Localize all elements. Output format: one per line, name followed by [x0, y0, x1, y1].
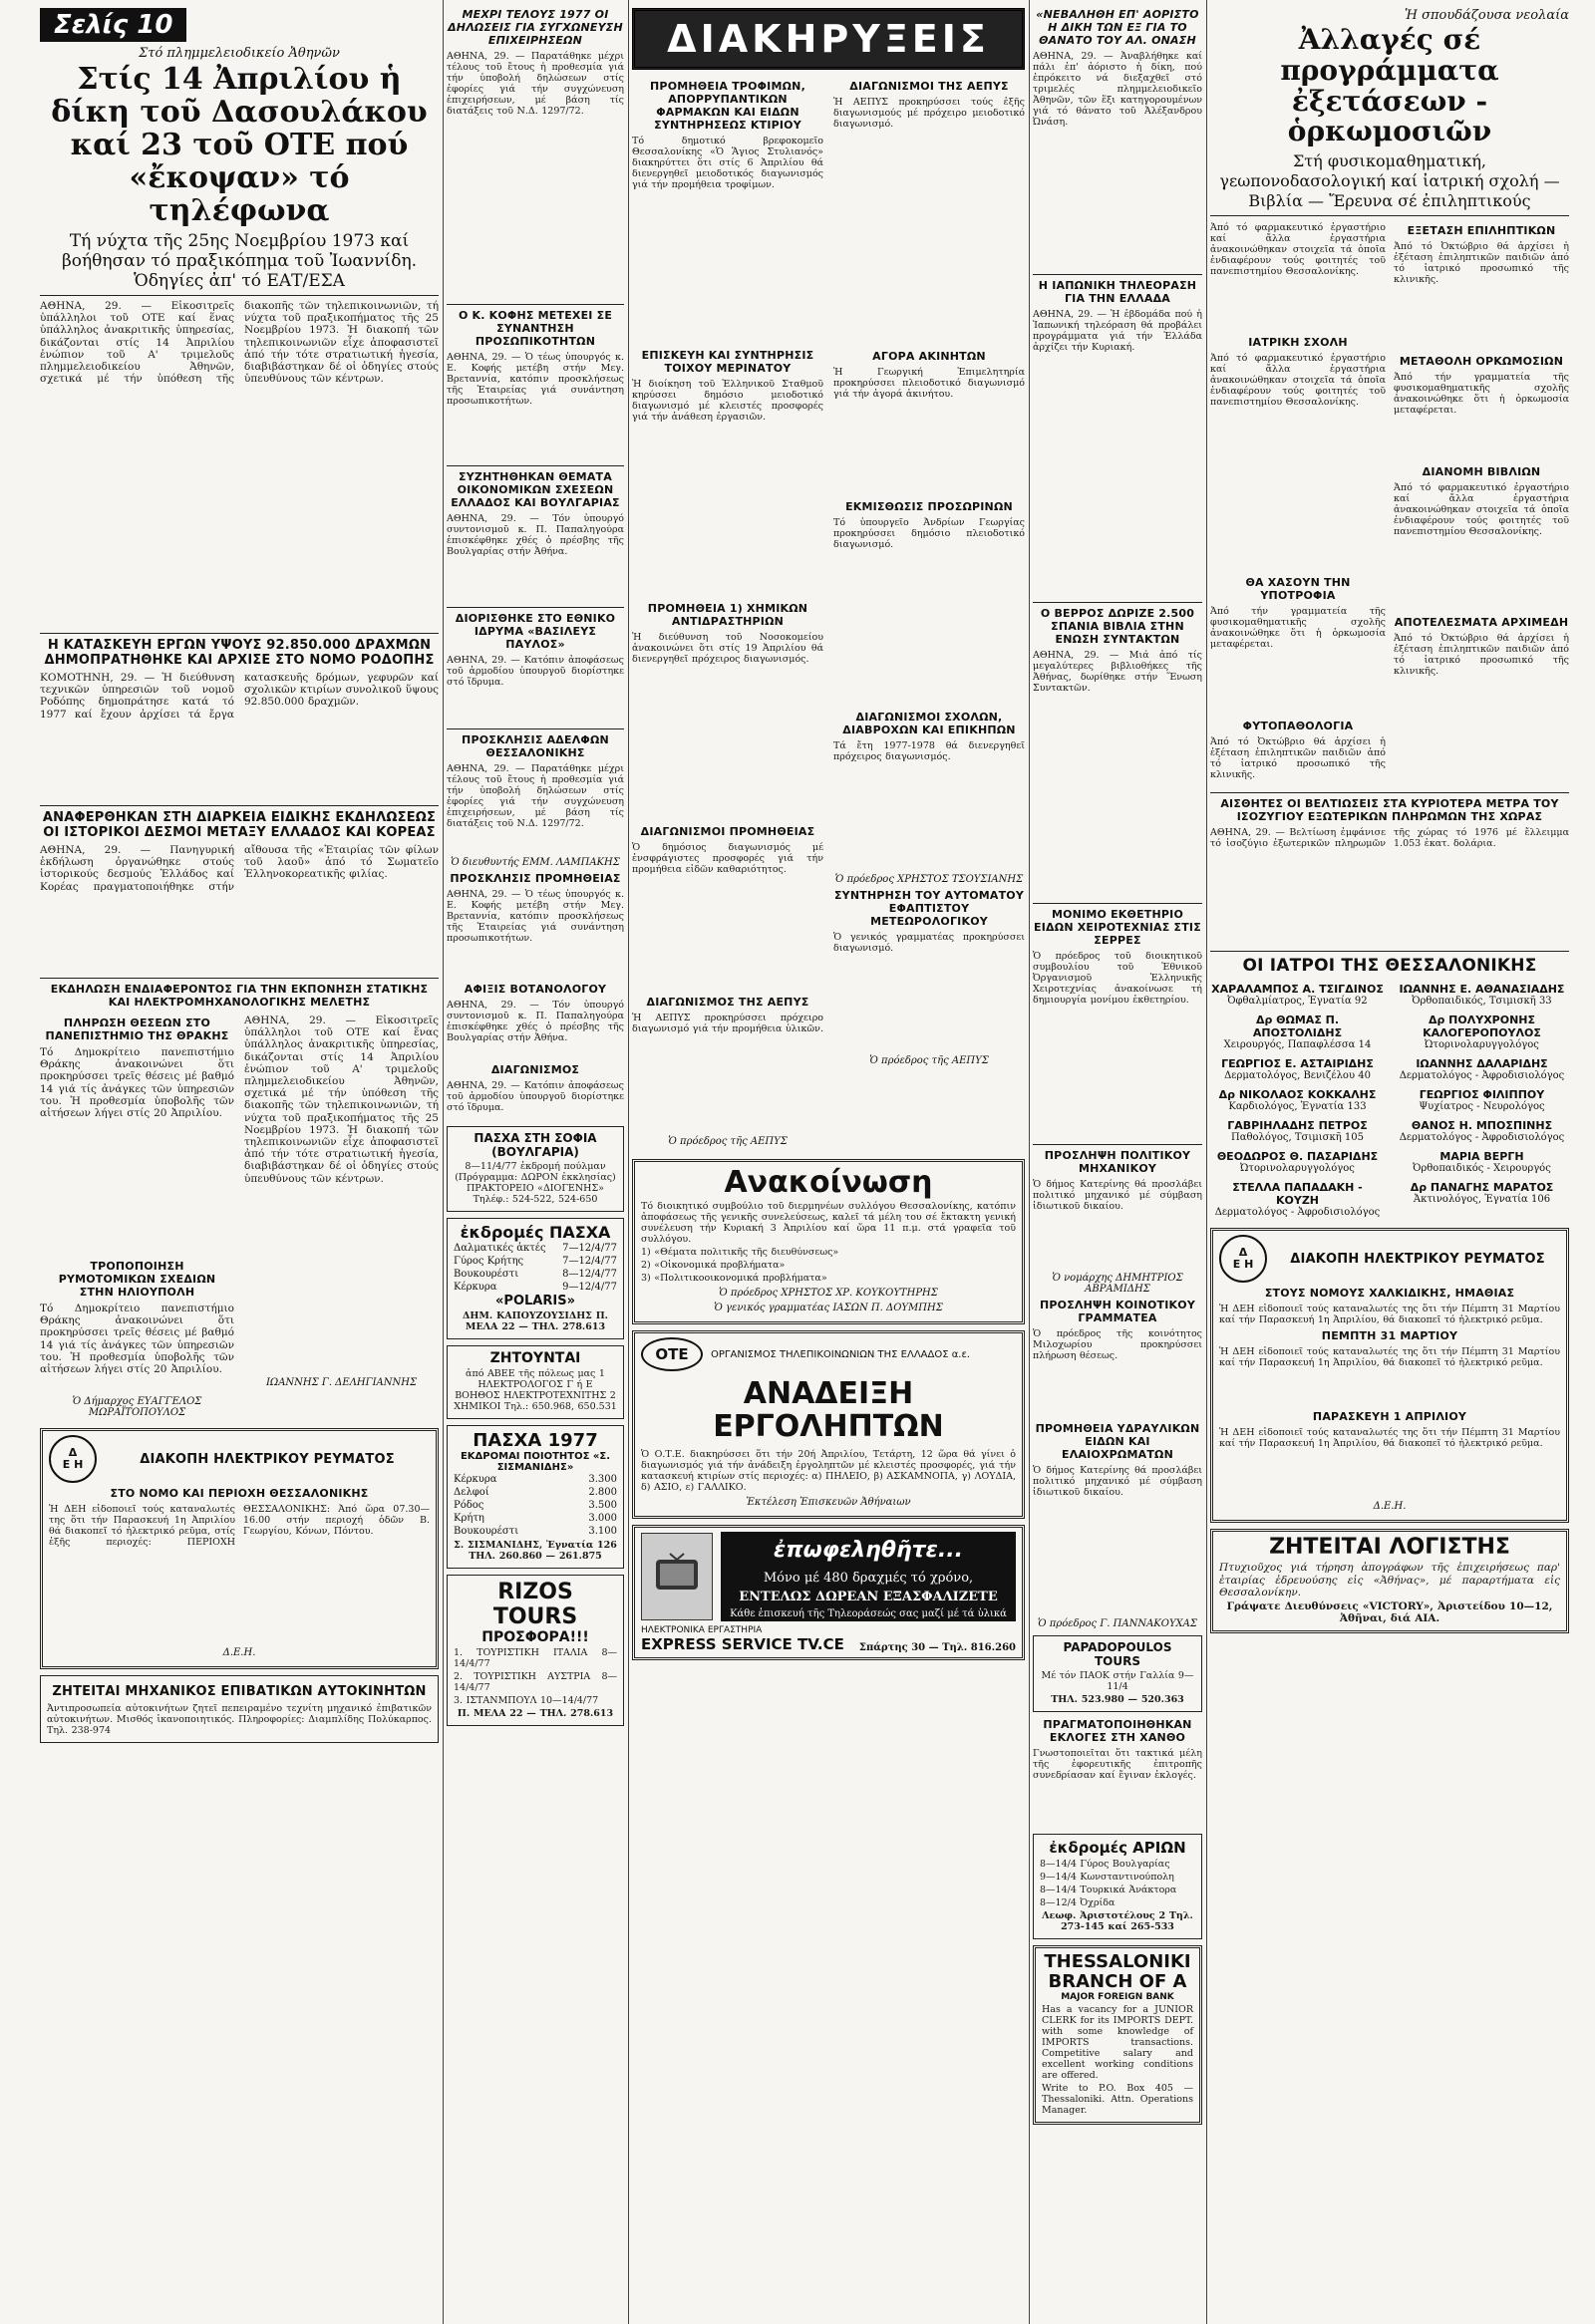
section-title: ΙΑΤΡΙΚΗ ΣΧΟΛΗ — [1248, 336, 1348, 350]
signature: Ὁ γενικός γραμματέας ΙΑΣΩΝ Π. ΔΟΥΜΠΗΣ — [714, 1303, 943, 1313]
article-headline: ΜΕΧΡΙ ΤΕΛΟΥΣ 1977 ΟΙ ΔΗΛΩΣΕΙΣ ΓΙΑ ΣΥΓΧΩΝΕΥΣΗ ΕΠΙΧΕΙΡΗΣΕΩΝ — [448, 8, 623, 47]
list-item: 3. ΙΣΤΑΝΜΠΟΥΛ 10—14/4/77 — [454, 1695, 599, 1706]
article-body: Ὁ δήμος Κατερίνης θά προσλάβει πολιτικό μηχανικό μέ σύμβαση ἰδιωτικοῦ δικαίου. — [1033, 1179, 1202, 1212]
ad-line: Μόνο μέ 480 δραχμές τό χρόνο, — [721, 1569, 1016, 1588]
dei-notice-box — [1210, 1228, 1569, 1523]
main-headline: Στίς 14 Ἀπριλίου ἡ δίκη τοῦ Δασουλάκου καί 23 τοῦ ΟΤΕ πού «ἔκοψαν» τό τηλέφωνα — [51, 62, 428, 228]
article-headline: «ΝΕΒΑΛΗΘΗ ΕΠ' ΑΟΡΙΣΤΟ Η ΔΙΚΗ ΤΩΝ ΕΞ ΓΙΑ ΤΟ ΘΑΝΑΤΟ ΤΟΥ ΑΛ. ΟΝΑΣΗ — [1036, 8, 1199, 47]
ad-body: Ἀντιπροσωπεία αὐτοκινήτων ζητεῖ πεπειραμένο τεχνίτη μηχανικό ἐπιβατικῶν αὐτοκινήτων. Μισθός ἱκανοποιητικός. Πληροφορίες: Διαμπλίδης Πολύκαρπος. Τηλ. 238-974 — [47, 1703, 432, 1736]
article-body: Ὁ πρόεδρος τῆς κοινότητος Μιλοχωρίου προκηρύσσει πλήρωση θέσεως. — [1033, 1328, 1202, 1361]
ad-contact: Π. ΜΕΛΑ 22 — ΤΗΛ. 278.613 — [457, 1708, 614, 1719]
ad-title: ΠΑΣΧΑ 1977 — [473, 1430, 598, 1451]
article-body: Ἀπό τό φαρμακευτικό ἐργαστήριο καί ἄλλα ἐργαστήρια ἀνακοινώθηκαν στοιχεῖα τά ὁποῖα ἐνδιαφέρουν τούς φοιτητές τοῦ πανεπιστημίου Θεσσαλονίκης. — [1210, 222, 1386, 278]
section-title: ΠΡΟΣΚΛΗΣΙΣ ΠΡΟΜΗΘΕΙΑΣ — [450, 872, 621, 885]
signature: Ὁ Δήμαρχος ΕΥΑΓΓΕΛΟΣ ΜΩΡΑΪΤΟΠΟΥΛΟΣ — [72, 1396, 202, 1418]
ote-logo-icon: ΟΤΕ — [641, 1337, 703, 1371]
ad-body: Πτυχιοῦχος γιά τήρηση ἀπογράφων τῆς ἐπιχειρήσεως παρ' ἑταιρίας ἐδρευούσης εἰς «Ἀθήνας», μέ παραρτήματα εἰς Θεσσαλονίκην. — [1219, 1562, 1560, 1598]
list-item: 1) «Θέματα πολιτικῆς τῆς διευθύνσεως» — [641, 1247, 839, 1258]
announcement-box — [632, 1159, 1025, 1324]
article-headline: Ο Κ. ΚΟΦΗΣ ΜΕΤΕΧΕΙ ΣΕ ΣΥΝΑΝΤΗΣΗ ΠΡΟΣΩΠΙΚΟΤΗΤΩΝ — [458, 309, 613, 348]
bank-ad-box — [1033, 1945, 1202, 2125]
ad-body: Μέ τόν ΠΑΟΚ στήν Γαλλία 9—11/4 — [1041, 1670, 1194, 1692]
tender-body: Ἡ διοίκηση τοῦ Ἑλληνικοῦ Σταθμοῦ κηρύσσει δημόσιο μειοδοτικό διαγωνισμό μέ κλειστές προσφορές γιά τήν ἀνάθεση ἐργασιῶν. — [632, 379, 823, 423]
ad-body: 8—11/4/77 ἐκδρομή πούλμαν (Πρόγραμμα: ΔΩΡΟΝ ἐκκλησίας) ΠΡΑΚΤΟΡΕΙΟ «ΔΙΟΓΕΝΗΣ» Τηλέφ.: 524-522, 524-650 — [455, 1161, 616, 1205]
tender-title: ΕΚΜΙΣΘΩΣΙΣ ΠΡΟΣΩΡΙΝΩΝ — [845, 500, 1013, 513]
ad-line: ΕΝΤΕΛΩΣ ΔΩΡΕΑΝ ΕΞΑΣΦΑΛΙΖΕΤΕ — [721, 1588, 1016, 1606]
notice-body: Ἡ ΔΕΗ εἰδοποιεῖ τούς καταναλωτές της ὅτι τήν Πέμπτη 31 Μαρτίου καί τήν Παρασκευή 1η Ἀπριλίου, θά διακοπεῖ τό ἠλεκτρικό ρεῦμα. — [1219, 1427, 1560, 1450]
ad-line: Κάθε ἐπισκευή τῆς Τηλεοράσεώς σας μαζί μέ τά ὑλικά — [721, 1606, 1016, 1621]
doctors-directory-title: ΟΙ ΙΑΤΡΟΙ ΤΗΣ ΘΕΣΣΑΛΟΝΙΚΗΣ — [1242, 956, 1537, 977]
list-item: ΘΕΟΔΩΡΟΣ Θ. ΠΑΣΑΡΙΔΗΣ Ὠτορινολαρυγγολόγος — [1216, 1150, 1379, 1175]
article-body: Ἀπό τό Ὀκτώβριο θά ἀρχίσει ἡ ἐξέταση ἐπιληπτικῶν παιδιῶν ἀπό τό ἰατρικό προσωπικό τῆς κλινικῆς. — [1210, 736, 1386, 781]
column-rule — [628, 0, 629, 2324]
list-item: ΙΩΑΝΝΗΣ ΔΑΛΑΡΙΔΗΣ Δερματολόγος - Ἀφροδισιολόγος — [1399, 1057, 1565, 1082]
ad-title: ΖΗΤΟΥΝΤΑΙ — [489, 1350, 581, 1366]
announcement-title: Ανακοίνωση — [724, 1165, 933, 1200]
ad-subtitle: MAJOR FOREIGN BANK — [1061, 1992, 1174, 2002]
ad-contact: Γράψατε Διευθύνσεις «VICTORY», Ἀριστείδου 10—12, Ἀθῆναι, διά ΑΙΑ. — [1226, 1599, 1553, 1625]
easter-rows — [454, 1242, 617, 1294]
article-body: ΑΘΗΝΑ, 29. — Ἀναβλήθηκε καί πάλι ἐπ' ἀόριστο ἡ δίκη, πού ἐπρόκειτο νά διεξαχθεῖ στό τριμελές πλημμελειοδικεῖο Ἀθηνῶν, τῶν ἕξι κατηγορουμένων γιά τό θάνατο τοῦ Ἀλέξανδρου Ὠνάση. — [1033, 51, 1202, 128]
company-name: EXPRESS SERVICE TV.CE — [641, 1635, 844, 1653]
page-number-logo: Σελίς 10 — [40, 8, 439, 42]
ad-contact: ΤΗΛ. 523.980 — 520.363 — [1051, 1694, 1184, 1705]
list-item: Δρ ΘΩΜΑΣ Π. ΑΠΟΣΤΟΛΙΔΗΣ Χειρουργός, Παπαφλέσσα 14 — [1223, 1014, 1372, 1051]
list-item: Κέρκυρα 9—12/4/77 — [454, 1282, 617, 1293]
column-rule — [1206, 0, 1207, 2324]
list-item: Δαλματικές ἀκτές 7—12/4/77 — [454, 1243, 617, 1254]
signature: Ὁ πρόεδρος τῆς ΑΕΠΥΣ — [869, 1055, 989, 1066]
article-body: ΑΘΗΝΑ, 29. — Κατόπιν ἀποφάσεως τοῦ ἁρμοδίου ὑπουργοῦ διορίστηκε στό ἵδρυμα. — [447, 1080, 624, 1113]
tender-title: ΔΙΑΓΩΝΙΣΜΟΙ ΠΡΟΜΗΘΕΙΑΣ — [640, 825, 815, 838]
ad-subtitle: ΠΡΟΣΦΟΡΑ!!! — [481, 1629, 589, 1645]
article-headline: ΑΝΑΦΕΡΘΗΚΑΝ ΣΤΗ ΔΙΑΡΚΕΙΑ ΕΙΔΙΚΗΣ ΕΚΔΗΛΩΣΕΩΣ ΟΙ ΙΣΤΟΡΙΚΟΙ ΔΕΣΜΟΙ ΜΕΤΑΞΥ ΕΛΛΑΔΟΣ ΚΑΙ ΚΟΡΕΑΣ — [42, 810, 437, 840]
article-headline: Η ΙΑΠΩΝΙΚΗ ΤΗΛΕΟΡΑΣΗ ΓΙΑ ΤΗΝ ΕΛΛΑΔΑ — [1038, 279, 1197, 305]
tender-body: Τό ὑπουργεῖο Ἀνδρίων Γεωργίας προκηρύσσει δημόσιο πλειοδοτικό διαγωνισμό. — [833, 517, 1025, 550]
list-item: ΧΑΡΑΛΑΜΠΟΣ Α. ΤΣΙΓΔΙΝΟΣ Ὀφθαλμίατρος, Ἐγνατία 92 — [1211, 983, 1384, 1008]
list-item: Βουκουρέστι 8—12/4/77 — [454, 1269, 617, 1280]
tender-title: ΔΙΑΓΩΝΙΣΜΟΙ ΤΗΣ ΑΕΠΥΣ — [849, 80, 1009, 93]
main-subheadline: Στή φυσικομαθηματική, γεωπονοδασολογική καί ἰατρική σχολή — Βιβλία — Ἔρευνα σέ ἐπιληπτικούς — [1219, 151, 1560, 211]
section-title: ΘΑ ΧΑΣΟΥΝ ΤΗΝ ΥΠΟΤΡΟΦΙΑ — [1245, 576, 1351, 603]
ad-title: ΖΗΤΕΙΤΑΙ ΛΟΓΙΣΤΗΣ — [1269, 1535, 1510, 1561]
list-item: Γύρος Κρήτης 7—12/4/77 — [454, 1256, 617, 1267]
notice-day: ΠΕΜΠΤΗ 31 ΜΑΡΤΙΟΥ — [1321, 1329, 1458, 1343]
article-body: ΑΘΗΝΑ, 29. — Τόν ὑπουργό συντονισμοῦ κ. Π. Παπαληγούρα ἐπισκέφθηκε χθές ὁ πρέσβης τῆς Βουλγαρίας στήν Ἀθήνα. — [447, 1000, 624, 1043]
signature: Ὁ πρόεδρος ΧΡΗΣΤΟΣ ΤΣΟΥΣΙΑΝΗΣ — [834, 874, 1024, 885]
tenders-right — [833, 76, 1025, 1151]
papadopoulos-ad-box — [1033, 1635, 1202, 1712]
article-headline: Η ΚΑΤΑΣΚΕΥΗ ΕΡΓΩΝ ΥΨΟΥΣ 92.850.000 ΔΡΑΧΜΩΝ ΔΗΜΟΠΡΑΤΗΘΗΚΕ ΚΑΙ ΑΡΧΙΣΕ ΣΤΟ ΝΟΜΟ ΡΟΔΟΠΗΣ — [44, 638, 435, 668]
tender-title: ΣΥΝΤΗΡΗΣΗ ΤΟΥ ΑΥΤΟΜΑΤΟΥ ΕΦΑΠΤΙΣΤΟΥ ΜΕΤΕΩΡΟΛΟΓΙΚΟΥ — [833, 889, 1025, 928]
notice-body: Ἡ ΔΕΗ εἰδοποιεῖ τούς καταναλωτές της ὅτι τήν Παρασκευή 1η Ἀπριλίου θά διακοπεῖ τό ἠλεκτρικό ρεῦμα, στίς ἑξῆς περιοχές: ΠΕΡΙΟΧΗ ΘΕΣΣΑΛΟΝΙΚΗΣ: Ἀπό ὥρα 07.30—16.00 στήν περιοχή ὁδῶν Β. Γεωργίου, Κόνων, Πόντου. — [49, 1504, 430, 1548]
accountant-ad-box — [1210, 1529, 1569, 1633]
tv-illustration-icon — [641, 1533, 713, 1620]
list-item: 1. ΤΟΥΡΙΣΤΙΚΗ ΙΤΑΛΙΑ 8—14/4/77 — [454, 1647, 617, 1669]
signature: Δ.Ε.Η. — [1373, 1501, 1407, 1513]
list-item: Ρόδος 3.500 — [454, 1500, 617, 1511]
list-item: Δελφοί 2.800 — [454, 1487, 617, 1498]
ad-contact: Σπάρτης 30 — Τηλ. 816.260 — [858, 1642, 1016, 1653]
signature: ΙΩΑΝΝΗΣ Γ. ΔΕΛΗΓΙΑΝΝΗΣ — [265, 1377, 418, 1388]
article-body: ΚΟΜΟΤΗΝΗ, 29. — Ἡ διεύθυνση τεχνικῶν ὑπηρεσιῶν τοῦ νομοῦ Ροδόπης δημοπράτησε κατά τό 1977 καί ἔχουν ἀρχίσει τά ἔργα κατασκευῆς δρόμων, γεφυρῶν καί σχολικῶν κτιρίων συνολικοῦ ὕψους 92.850.000 δραχμῶν. — [40, 672, 439, 721]
list-item: ΓΕΩΡΓΙΟΣ Ε. ΑΣΤΑΙΡΙΔΗΣ Δερματολόγος, Βενιζέλου 40 — [1221, 1057, 1374, 1082]
section-title: ΑΦΙΞΙΣ ΒΟΤΑΝΟΛΟΓΟΥ — [464, 983, 607, 996]
article-body: Ἀπό τό φαρμακευτικό ἐργαστήριο καί ἄλλα ἐργαστήρια ἀνακοινώθηκαν στοιχεῖα τά ὁποῖα ἐνδιαφέρουν τούς φοιτητές τοῦ πανεπιστημίου Θεσσαλονίκης. — [1210, 353, 1386, 409]
column-1 — [40, 0, 439, 2324]
notice-body: Ἡ ΔΕΗ εἰδοποιεῖ τούς καταναλωτές της ὅτι τήν Πέμπτη 31 Μαρτίου καί τήν Παρασκευή 1η Ἀπριλίου, θά διακοπεῖ τό ἠλεκτρικό ρεῦμα. — [1219, 1304, 1560, 1326]
section-title: ΠΡΟΣΛΗΨΗ ΠΟΛΙΤΙΚΟΥ ΜΗΧΑΝΙΚΟΥ — [1044, 1149, 1191, 1175]
list-item: 2) «Οἰκονομικά προβλήματα» — [641, 1260, 786, 1271]
section-title: ΠΡΟΣΛΗΨΗ ΚΟΙΝΟΤΙΚΟΥ ΓΡΑΜΜΑΤΕΑ — [1040, 1299, 1195, 1324]
column-rule — [1029, 0, 1030, 2324]
company-label: ΗΛΕΚΤΡΟΝΙΚΑ ΕΡΓΑΣΤΗΡΙΑ — [641, 1625, 763, 1635]
section-title: ΔΙΑΝΟΜΗ ΒΙΒΛΙΩΝ — [1422, 465, 1541, 479]
tender-body: Ὁ γενικός γραμματέας προκηρύσσει διαγωνισμό. — [833, 932, 1025, 954]
main-article-body: ΑΘΗΝΑ, 29. — Εἰκοσιτρεῖς ὑπάλληλοι τοῦ ΟΤΕ καί ἕνας ὑπάλληλος ἀνακριτικῆς ὑπηρεσίας, δικάζονται στίς 14 Ἀπριλίου ἐνώπιον τοῦ Α' τριμελοῦς πλημμελειοδικείου Ἀθηνῶν, σχετικά μέ τήν ὑπόθεση τῆς διακοπῆς τῶν τηλεπικοινωνιῶν, τή νύχτα τοῦ πραξικοπήματος τῆς 25 Νοεμβρίου 1973. Ἡ διακοπή τῶν τηλεπικοινωνιῶν εἶχε ἀποφασιστεῖ ἀπό τήν τότε στρατιωτική ἡγεσία, διαβιβάστηκαν δέ οἱ ὁδηγίες στούς ὑπευθύνους τῶν κέντρων. — [40, 300, 439, 386]
ad-subtitle: ΕΚΔΡΟΜΑΙ ΠΟΙΟΤΗΤΟΣ «Σ. ΣΙΣΜΑΝΙΔΗΣ» — [460, 1451, 611, 1473]
ad-title: RIZOS TOURS — [492, 1580, 578, 1629]
column-2 — [447, 0, 624, 2324]
article-body: Τό Δημοκρίτειο πανεπιστήμιο Θράκης ἀνακοινώνει ὅτι προκηρύσσει τρεῖς θέσεις μέ βαθμό 14 γιά τίς ἀνάγκες τῶν ὑπηρεσιῶν του. Ἡ προθεσμία ὑποβολῆς τῶν αἰτήσεων λήγει στίς 20 Ἀπριλίου. — [40, 1046, 234, 1120]
ad-title: ἐπωφεληθῆτε... — [721, 1532, 1016, 1569]
article-body: Ἀπό τό φαρμακευτικό ἐργαστήριο καί ἄλλα ἐργαστήρια ἀνακοινώθηκαν στοιχεῖα τά ὁποῖα ἐνδιαφέρουν τούς φοιτητές τοῦ πανεπιστημίου Θεσσαλονίκης. — [1394, 482, 1569, 538]
signature: Ὁ πρόεδρος τῆς ΑΕΠΥΣ — [668, 1136, 788, 1147]
list-item: ΘΑΝΟΣ Η. ΜΠΟΣΠΙΝΗΣ Δερματολόγος - Ἀφροδισιολόγος — [1399, 1119, 1565, 1144]
article-body: ΑΘΗΝΑ, 29. — Κατόπιν ἀποφάσεως τοῦ ἁρμοδίου ὑπουργοῦ διορίστηκε στό ἵδρυμα. — [447, 655, 624, 688]
ote-notice-box — [632, 1330, 1025, 1519]
ad-body: ἀπό ΑΒΕΕ τῆς πόλεως μας 1 ΗΛΕΚΤΡΟΛΟΓΟΣ Γ ή Ε ΒΟΗΘΟΣ ΗΛΕΚΤΡΟΤΕΧΝΙΤΗΣ 2 ΧΗΜΙΚΟΙ Τηλ.: 650.968, 650.531 — [454, 1368, 617, 1412]
ad-contact: Σ. ΣΙΣΜΑΝΙΔΗΣ, Ἐγνατία 126 ΤΗΛ. 260.860 — 261.875 — [454, 1540, 617, 1562]
wanted-ad-box — [447, 1345, 624, 1419]
list-item: Δρ ΝΙΚΟΛΑΟΣ ΚΟΚΚΑΛΗΣ Καρδιολόγος, Ἐγνατία 133 — [1218, 1088, 1377, 1113]
tenders-left — [632, 76, 823, 1151]
notice-title: ΔΙΑΚΟΠΗ ΗΛΕΚΤΡΙΚΟΥ ΡΕΥΜΑΤΟΣ — [140, 1451, 395, 1467]
ad-title: ἐκδρομές ΠΑΣΧΑ — [460, 1223, 611, 1242]
list-item: Βουκουρέστι 3.100 — [454, 1526, 617, 1537]
rizos-ad-box — [447, 1575, 624, 1726]
article-body: Ἀπό τό Ὀκτώβριο θά ἀρχίσει ἡ ἐξέταση ἐπιληπτικῶν παιδιῶν ἀπό τό ἰατρικό προσωπικό τῆς κλινικῆς. — [1394, 633, 1569, 678]
list-item: 9—14/4 Κωνσταντινούπολη — [1040, 1872, 1174, 1883]
article-body: ΑΘΗΝΑ, 29. — Παρατάθηκε μέχρι τέλους τοῦ ἔτους ἡ προθεσμία γιά τήν ὑποβολή δηλώσεων στίς ἐφορίες γιά τήν συγχώνευση ἐπιχειρήσεων, μέ βάση τίς διατάξεις τοῦ Ν.Δ. 1297/72. — [447, 51, 624, 117]
arion-ad-box — [1033, 1834, 1202, 1939]
tender-body: Ἡ διεύθυνση τοῦ Νοσοκομείου ἀνακοινώνει ὅτι στίς 19 Ἀπριλίου θά διενεργηθεῖ πρόχειρος διαγωνισμός. — [632, 632, 823, 665]
doctors-directory — [1210, 980, 1569, 1222]
article-headline: ΜΟΝΙΜΟ ΕΚΘΕΤΗΡΙΟ ΕΙΔΩΝ ΧΕΙΡΟΤΕΧΝΙΑΣ ΣΤΙΣ ΣΕΡΡΕΣ — [1034, 908, 1201, 947]
notice-day: ΠΑΡΑΣΚΕΥΗ 1 ΑΠΡΙΛΙΟΥ — [1312, 1410, 1467, 1424]
article-body: Ἀπό τήν γραμματεία τῆς φυσικομαθηματικῆς σχολῆς ἀνακοινώθηκε ὅτι ἡ ὁρκωμοσία μεταφέρεται. — [1394, 372, 1569, 417]
tender-body: Ἡ ΑΕΠΥΣ προκηρύσσει τούς ἑξῆς διαγωνισμούς μέ πρόχειρο μειοδοτικό διαγωνισμό. — [833, 97, 1025, 130]
tender-title: ΔΙΑΓΩΝΙΣΜΟΣ ΤΗΣ ΑΕΠΥΣ — [646, 996, 809, 1009]
tender-title: ΔΙΑΓΩΝΙΣΜΟΙ ΣΧΟΛΩΝ, ΔΙΑΒΡΟΧΩΝ ΚΑΙ ΕΠΙΚΗΠΩΝ — [842, 711, 1016, 736]
signature: Ὁ νομάρχης ΔΗΜΗΤΡΙΟΣ ΑΒΡΑΜΙΔΗΣ — [1052, 1273, 1183, 1295]
signature: Δ.Ε.Η. — [222, 1647, 256, 1658]
column-5 — [1210, 0, 1569, 2324]
dei-logo-icon: Δ Ε Η — [1219, 1235, 1267, 1283]
article-body: ΑΘΗΝΑ, 29. — Βελτίωση ἐμφάνισε τό ἰσοζύγιο ἐξωτερικῶν πληρωμῶν τῆς χώρας τό 1976 μέ ἔλλειμμα 1.053 ἑκατ. δολάρια. — [1210, 827, 1569, 850]
tender-body: Τά ἔτη 1977-1978 θά διενεργηθεῖ πρόχειρος διαγωνισμός. — [833, 740, 1025, 762]
signature: Ἐκτέλεση Ἐπισκευῶν Ἀθήναιων — [746, 1497, 911, 1508]
article-body: ΑΘΗΝΑ, 29. — Ὁ τέως ὑπουργός κ. Ε. Κοφής μετέβη στήν Μεγ. Βρεταννία, κατόπιν προσκλήσεως τῆς Ἑταιρείας γιά συνάντηση προσωπικοτήτων. — [447, 889, 624, 944]
list-item: ΣΤΕΛΛΑ ΠΑΠΑΔΑΚΗ - ΚΟΥΖΗ Δερματολόγος - Ἀφροδισιολόγος — [1214, 1181, 1381, 1219]
polaris-ad-box — [447, 1218, 624, 1339]
list-item: ΙΩΑΝΝΗΣ Ε. ΑΘΑΝΑΣΙΑΔΗΣ Ὀρθοπαιδικός, Τσιμισκῆ 33 — [1399, 983, 1565, 1008]
ad-contact: Λεωφ. Ἀριστοτέλους 2 Τηλ. 273-145 καί 265-533 — [1042, 1910, 1193, 1932]
tv-service-ad-box — [632, 1525, 1025, 1660]
article-body: Ἀπό τήν γραμματεία τῆς φυσικομαθηματικῆς σχολῆς ἀνακοινώθηκε ὅτι ἡ ὁρκωμοσία μεταφέρεται. — [1210, 606, 1386, 651]
column-3 — [632, 0, 1025, 2324]
article-body: ΑΘΗΝΑ, 29. — Παρατάθηκε μέχρι τέλους τοῦ ἔτους ἡ προθεσμία γιά τήν ὑποβολή δηλώσεων στίς ἐφορίες γιά τήν συγχώνευση ἐπιχειρήσεων, μέ βάση τίς διατάξεις τοῦ Ν.Δ. 1297/72. — [447, 763, 624, 829]
list-item: 8—14/4 Γύρος Βουλγαρίας — [1040, 1859, 1170, 1870]
article-body: Ὁ πρόεδρος τοῦ διοικητικοῦ συμβουλίου τοῦ Ἐθνικοῦ Ὀργανισμοῦ Ἑλληνικῆς Χειροτεχνίας ἀνακοίνωσε τή δημιουργία μονίμου ἐκθετηρίου. — [1033, 951, 1202, 1006]
organization-name: ΟΡΓΑΝΙΣΜΟΣ ΤΗΛΕΠΙΚΟΙΝΩΝΙΩΝ ΤΗΣ ΕΛΛΑΔΟΣ α.ε. — [711, 1348, 971, 1360]
tender-title: ΑΓΟΡΑ ΑΚΙΝΗΤΩΝ — [872, 350, 986, 363]
ote-body: Ὁ Ο.Τ.Ε. διακηρύσσει ὅτι τήν 20ή Ἀπριλίου, Τετάρτη, 12 ὥρα θά γίνει ὁ διαγωνισμός γιά τήν ἀνάδειξη ἐργοληπτῶν μέ κλειστές προσφορές, γιά τήν κατασκευή κτιρίων στίς περιοχές: α) ΠΗΛΕΙΟ, β) ΑΣΚΑΜΝΟΠΑ, γ) ΛΟΥΔΙΑ, δ) ΑΣΙΟ, ε) ΓΑΛΛΙΚΟ. — [641, 1449, 1016, 1493]
article-body: ΑΘΗΝΑ, 29. — Εἰκοσιτρεῖς ὑπάλληλοι τοῦ ΟΤΕ καί ἕνας ὑπάλληλος ἀνακριτικῆς ὑπηρεσίας, δικάζονται στίς 14 Ἀπριλίου ἐνώπιον τοῦ Α' τριμελοῦς πλημμελειοδικείου Ἀθηνῶν, σχετικά μέ τήν ὑπόθεση τῆς διακοπῆς τῶν τηλεπικοινωνιῶν, τή νύχτα τοῦ πραξικοπήματος τῆς 25 Νοεμβρίου 1973. Ἡ διακοπή τῶν τηλεπικοινωνιῶν εἶχε ἀποφασιστεῖ ἀπό τήν τότε στρατιωτική ἡγεσία, διαβιβάστηκαν δέ οἱ ὁδηγίες στούς ὑπευθύνους τῶν κέντρων. — [244, 1015, 439, 1185]
section-title: ΑΠΟΤΕΛΕΣΜΑΤΑ ΑΡΧΙΜΕΔΗ — [1394, 616, 1569, 630]
wanted-ad-box — [40, 1675, 439, 1743]
list-item: ΜΑΡΙΑ ΒΕΡΓΗ Ὀρθοπαιδικός - Χειρουργός — [1413, 1150, 1551, 1175]
ad-title: ΠΑΣΧΑ ΣΤΗ ΣΟΦΙΑ (ΒΟΥΛΓΑΡΙΑ) — [474, 1131, 597, 1159]
column-rule — [443, 0, 444, 2324]
notice-subtitle: ΣΤΟ ΝΟΜΟ ΚΑΙ ΠΕΡΙΟΧΗ ΘΕΣΣΑΛΟΝΙΚΗΣ — [110, 1487, 369, 1500]
article-body: Γνωστοποιεῖται ὅτι τακτικά μέλη τῆς ἐφορευτικῆς ἐπιτροπῆς συνεδρίασαν καί ἔγιναν ἐκλογές. — [1033, 1748, 1202, 1781]
notice-body: Ἡ ΔΕΗ εἰδοποιεῖ τούς καταναλωτές της ὅτι τήν Πέμπτη 31 Μαρτίου καί τήν Παρασκευή 1η Ἀπριλίου, θά διακοπεῖ τό ἠλεκτρικό ρεῦμα. — [1219, 1346, 1560, 1369]
article-headline: Ο ΒΕΡΡΟΣ ΔΩΡΙΖΕ 2.500 ΣΠΑΝΙΑ ΒΙΒΛΙΑ ΣΤΗΝ ΕΝΩΣΗ ΣΥΝΤΑΚΤΩΝ — [1040, 607, 1195, 646]
brand-name: «POLARIS» — [495, 1294, 575, 1308]
sismanidis-ad-box — [447, 1425, 624, 1569]
section-title: ΠΡΟΜΗΘΕΙΑ ΥΔΡΑΥΛΙΚΩΝ ΕΙΔΩΝ ΚΑΙ ΕΛΑΙΟΧΡΩΜΑΤΩΝ — [1035, 1422, 1200, 1461]
dei-logo-icon: Δ Ε Η — [49, 1435, 97, 1483]
notice-title: ΔΙΑΚΟΠΗ ΗΛΕΚΤΡΙΚΟΥ ΡΕΥΜΑΤΟΣ — [1290, 1251, 1545, 1267]
signature: Ὁ πρόεδρος ΧΡΗΣΤΟΣ ΧΡ. ΚΟΥΚΟΥΤΗΡΗΣ — [719, 1288, 938, 1299]
list-item: ΓΑΒΡΙΗΛΑΔΗΣ ΠΕΤΡΟΣ Παθολόγος, Τσιμισκῆ 105 — [1227, 1119, 1368, 1144]
section-title: ΔΙΑΓΩΝΙΣΜΟΣ — [490, 1063, 580, 1076]
section-title: ΠΛΗΡΩΣΗ ΘΕΣΕΩΝ ΣΤΟ ΠΑΝΕΠΙΣΤΗΜΙΟ ΤΗΣ ΘΡΑΚΗΣ — [45, 1017, 229, 1042]
ad-title: ΖΗΤΕΙΤΑΙ ΜΗΧΑΝΙΚΟΣ ΕΠΙΒΑΤΙΚΩΝ ΑΥΤΟΚΙΝΗΤΩΝ — [52, 1684, 427, 1699]
list-item: 3) «Πολιτικοοικονομικά προβλήματα» — [641, 1273, 827, 1284]
tender-body: Ὁ δημόσιος διαγωνισμός μέ ἐνσφράγιστες προσφορές γιά τήν προμήθεια εἰδῶν καθαριότητος. — [632, 842, 823, 875]
column-4 — [1033, 0, 1202, 2324]
article-headline: ΑΙΣΘΗΤΕΣ ΟΙ ΒΕΛΤΙΩΣΕΙΣ ΣΤΑ ΚΥΡΙΟΤΕΡΑ ΜΕΤΡΑ ΤΟΥ ΙΣΟΖΥΓΙΟΥ ΕΞΩΤΕΡΙΚΩΝ ΠΛΗΡΩΜΩΝ ΤΗΣ ΧΩΡΑΣ — [1220, 797, 1559, 824]
main-kicker: Στό πλημμελειοδικείο Ἀθηνῶν — [139, 46, 340, 61]
list-item: Κρήτη 3.000 — [454, 1513, 617, 1524]
ad-contact: Write to P.O. Box 405 — Thessaloniki. Attn. Operations Manager. — [1042, 2083, 1193, 2116]
section-title: ΜΕΤΑΘΟΛΗ ΟΡΚΩΜΟΣΙΩΝ — [1399, 355, 1564, 369]
main-subheadline: Τή νύχτα τῆς 25ης Νοεμβρίου 1973 καί βοήθησαν τό πραξικόπημα τοῦ Ἰωαννίδη. Ὁδηγίες ἀπ' τό ΕΑΤ/ΕΣΑ — [61, 231, 418, 291]
ad-title: THESSALONIKI BRANCH OF A — [1044, 1951, 1191, 1992]
article-headline: ΕΚΔΗΛΩΣΗ ΕΝΔΙΑΦΕΡΟΝΤΟΣ ΓΙΑ ΤΗΝ ΕΚΠΟΝΗΣΗ ΣΤΑΤΙΚΗΣ ΚΑΙ ΗΛΕΚΤΡΟΜΗΧΑΝΟΛΟΓΙΚΗΣ ΜΕΛΕΤΗΣ — [50, 983, 429, 1009]
signature: Ὁ διευθυντής ΕΜΜ. ΛΑΜΠΑΚΗΣ — [451, 857, 620, 868]
ad-body: Has a vacancy for a JUNIOR CLERK for its IMPORTS DEPT. with some knowledge of IMPORTS transactions. Competitive salary and excellent working conditions are offered. — [1042, 2004, 1193, 2081]
article-headline: ΣΥΖΗΤΗΘΗΚΑΝ ΘΕΜΑΤΑ ΟΙΚΟΝΟΜΙΚΩΝ ΣΧΕΣΕΩΝ ΕΛΛΑΔΟΣ ΚΑΙ ΒΟΥΛΓΑΡΙΑΣ — [451, 470, 620, 509]
dei-notice-box — [40, 1428, 439, 1669]
section-title: ΤΡΟΠΟΠΟΙΗΣΗ ΡΥΜΟΤΟΜΙΚΩΝ ΣΧΕΔΙΩΝ ΣΤΗΝ ΗΛΙΟΥΠΟΛΗ — [58, 1260, 216, 1299]
tender-title: ΕΠΙΣΚΕΥΗ ΚΑΙ ΣΥΝΤΗΡΗΣΙΣ ΤΟΙΧΟΥ ΜΕΡΙΝΑΤΟΥ — [641, 349, 814, 375]
article-body: ΑΘΗΝΑ, 29. — Τόν ὑπουργό συντονισμοῦ κ. Π. Παπαληγούρα ἐπισκέφθηκε χθές ὁ πρέσβης τῆς Βουλγαρίας στήν Ἀθήνα. — [447, 513, 624, 557]
article-headline: ΔΙΟΡΙΣΘΗΚΕ ΣΤΟ ΕΘΝΙΚΟ ΙΔΡΥΜΑ «ΒΑΣΙΛΕΥΣ ΠΑΥΛΟΣ» — [455, 612, 616, 651]
list-item: 2. ΤΟΥΡΙΣΤΙΚΗ ΑΥΣΤΡΙΑ 8—14/4/77 — [454, 1671, 617, 1693]
article-body: ΑΘΗΝΑ, 29. — Πανηγυρική ἐκδήλωση ὀργανώθηκε στούς ἱστορικούς δεσμούς Ἑλλάδος καί Κορέας πραγματοποιήθηκε στήν αἴθουσα τῆς «Ἑταιρίας τῶν φίλων τοῦ λαοῦ» ἀπό τό Σωματεῖο Ἑλληνοκορεατικῆς φιλίας. — [40, 844, 439, 893]
article-body: ΑΘΗΝΑ, 29. — Μιά ἀπό τίς μεγαλύτερες βιβλιοθήκες τῆς Ἀθήνας, δωρίθηκε στήν Ἕνωση Συντακτῶν. — [1033, 650, 1202, 694]
tender-title: ΠΡΟΜΗΘΕΙΑ ΤΡΟΦΙΜΩΝ, ΑΠΟΡΡΥΠΑΝΤΙΚΩΝ ΦΑΡΜΑΚΩΝ ΚΑΙ ΕΙΔΩΝ ΣΥΝΤΗΡΗΣΕΩΣ ΚΤΙΡΙΟΥ — [650, 80, 805, 132]
ad-contact: ΔΗΜ. ΚΑΠΟΥΖΟΥΣΙΔΗΣ Π. ΜΕΛΑ 22 — ΤΗΛ. 278.613 — [463, 1310, 608, 1332]
article-body: Τό Δημοκρίτειο πανεπιστήμιο Θράκης ἀνακοινώνει ὅτι προκηρύσσει τρεῖς θέσεις μέ βαθμό 14 γιά τίς ἀνάγκες τῶν ὑπηρεσιῶν του. Ἡ προθεσμία ὑποβολῆς τῶν αἰτήσεων λήγει στίς 20 Ἀπριλίου. — [40, 1303, 234, 1376]
notice-subtitle: ΣΤΟΥΣ ΝΟΜΟΥΣ ΧΑΛΚΙΔΙΚΗΣ, ΗΜΑΘΙΑΣ — [1264, 1287, 1515, 1301]
article-headline: ΠΡΑΓΜΑΤΟΠΟΙΗΘΗΚΑΝ ΕΚΛΟΓΕΣ ΣΤΗ ΧΑΝΘΟ — [1043, 1718, 1192, 1744]
list-item: Δρ ΠΑΝΑΓΗΣ ΜΑΡΑΤΟΣ Ἀκτινολόγος, Ἐγνατία 106 — [1410, 1181, 1554, 1206]
section-banner: ΔΙΑΚΗΡΥΞΕΙΣ — [632, 8, 1025, 70]
announcement-body: Τό διοικητικό συμβούλιο τοῦ διερμηνέων συλλόγου Θεσσαλονίκης, κατόπιν ἀποφάσεως τῆς γενικῆς συνελεύσεως, καλεῖ τά μέλη του σέ ἔκτακτη γενική συνέλευση τήν Κυριακή 3 Ἀπριλίου καί ὥρα 11 π.μ. στά γραφεῖα τοῦ συλλόγου. — [641, 1201, 1016, 1245]
ad-title: PAPADOPOULOS TOURS — [1063, 1640, 1172, 1668]
main-headline: Ἀλλαγές σέ προγράμματα ἐξετάσεων - ὁρκωμοσιῶν — [1280, 23, 1499, 148]
tender-body: Τό δημοτικό βρεφοκομεῖο Θεσσαλονίκης «Ὁ Ἅγιος Στυλιανός» διακηρύττει ὅτι στίς 6 Ἀπριλίου θά διενεργηθεῖ μειοδοτικός διαγωνισμός γιά τήν προμήθεια τροφίμων. — [632, 136, 823, 190]
tender-title: ΠΡΟΜΗΘΕΙΑ 1) ΧΗΜΙΚΩΝ ΑΝΤΙΔΡΑΣΤΗΡΙΩΝ — [647, 602, 808, 628]
section-title: ΕΞΕΤΑΣΗ ΕΠΙΛΗΠΤΙΚΩΝ — [1407, 224, 1556, 238]
tender-body: Ἡ Γεωργική Ἐπιμελητηρία προκηρύσσει πλειοδοτικό διαγωνισμό γιά τήν ἀγορά ἀκινήτου. — [833, 367, 1025, 400]
section-title: ΠΡΟΣΚΛΗΣΙΣ ΑΔΕΛΦΩΝ ΘΕΣΣΑΛΟΝΙΚΗΣ — [462, 733, 609, 759]
list-item: Κέρκυρα 3.300 — [454, 1474, 617, 1485]
list-item: 8—12/4 Ὀχρίδα — [1040, 1897, 1116, 1908]
list-item: 8—14/4 Τουρκικά Ἀνάκτορα — [1040, 1885, 1177, 1895]
list-item: Δρ ΠΟΛΥΧΡΟΝΗΣ ΚΑΛΟΓΕΡΟΠΟΥΛΟΣ Ὠτορινολαρυγγολόγος — [1423, 1014, 1541, 1051]
sofia-ad-box — [447, 1126, 624, 1212]
article-body: Ἀπό τό Ὀκτώβριο θά ἀρχίσει ἡ ἐξέταση ἐπιληπτικῶν παιδιῶν ἀπό τό ἰατρικό προσωπικό τῆς κλινικῆς. — [1394, 241, 1569, 286]
ote-headline: ΑΝΑΔΕΙΞΗ ΕΡΓΟΛΗΠΤΩΝ — [713, 1376, 944, 1444]
article-body: Ὁ δήμος Κατερίνης θά προσλάβει πολιτικό μηχανικό μέ σύμβαση ἰδιωτικοῦ δικαίου. — [1033, 1465, 1202, 1498]
main-kicker: Ἡ σπουδάζουσα νεολαία — [1405, 8, 1569, 23]
section-title: ΦΥΤΟΠΑΘΟΛΟΓΙΑ — [1242, 720, 1354, 733]
article-body: ΑΘΗΝΑ, 29. — Ἡ ἑβδομάδα πού ἡ Ἰαπωνική τηλεόραση θά προβάλει προγράμματα γιά τήν Ἑλλάδα ἀρχίζει τήν Κυριακή. — [1033, 309, 1202, 353]
article-body: ΑΘΗΝΑ, 29. — Ὁ τέως ὑπουργός κ. Ε. Κοφής μετέβη στήν Μεγ. Βρεταννία, κατόπιν προσκλήσεως τῆς Ἑταιρείας γιά συνάντηση προσωπικοτήτων. — [447, 352, 624, 407]
list-item: ΓΕΩΡΓΙΟΣ ΦΙΛΙΠΠΟΥ Ψυχίατρος - Νευρολόγος — [1419, 1088, 1545, 1113]
signature: Ὁ πρόεδρος Γ. ΠΑΝΝΑΚΟΥΧΑΣ — [1038, 1618, 1197, 1629]
tender-body: Ἡ ΑΕΠΥΣ προκηρύσσει πρόχειρο διαγωνισμό γιά τήν προμήθεια ὑλικῶν. — [632, 1013, 823, 1034]
ad-title: ἐκδρομές ΑΡΙΩΝ — [1049, 1839, 1186, 1857]
